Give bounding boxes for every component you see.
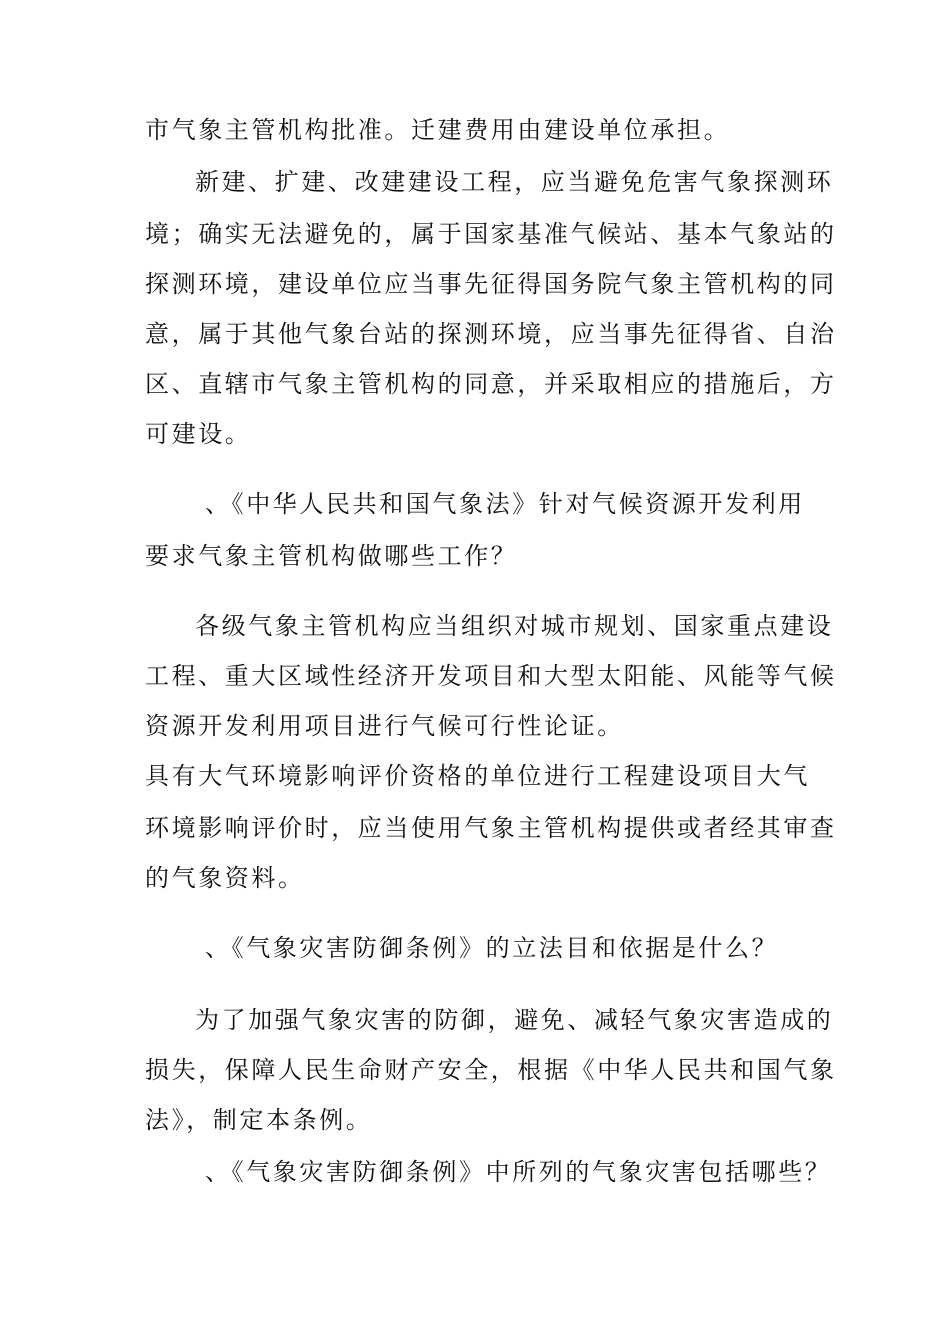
paragraph-line: 的气象资料。 — [145, 864, 305, 892]
paragraph-line: 损失，保障人民生命财产安全，根据《中华人民共和国气象 — [145, 1056, 837, 1084]
paragraph-line: 境；确实无法避免的，属于国家基准气候站、基本气象站的 — [145, 220, 837, 248]
paragraph-line: 工程、重大区域性经济开发项目和大型太阳能、风能等气候 — [145, 662, 837, 690]
paragraph-line: 区、直辖市气象主管机构的同意，并采取相应的措施后，方 — [145, 370, 837, 398]
question-line: 、《气象灾害防御条例》中所列的气象灾害包括哪些？ — [205, 1158, 832, 1186]
paragraph-line: 为了加强气象灾害的防御，避免、减轻气象灾害造成的 — [195, 1006, 834, 1034]
paragraph-line: 探测环境，建设单位应当事先征得国务院气象主管机构的同 — [145, 270, 837, 298]
paragraph-line: 环境影响评价时，应当使用气象主管机构提供或者经其审查 — [145, 814, 837, 842]
paragraph-line: 资源开发利用项目进行气候可行性论证。 — [145, 712, 624, 740]
paragraph-line: 意，属于其他气象台站的探测环境，应当事先征得省、自治 — [145, 320, 837, 348]
question-line: 、《气象灾害防御条例》的立法目和依据是什么？ — [205, 934, 779, 962]
question-line: 、《中华人民共和国气象法》针对气候资源开发利用 — [205, 490, 805, 518]
paragraph-line: 可建设。 — [145, 420, 252, 448]
paragraph-line: 法》，制定本条例。 — [145, 1106, 373, 1134]
paragraph-line: 具有大气环境影响评价资格的单位进行工程建设项目大气 — [145, 762, 810, 790]
paragraph-line: 新建、扩建、改建建设工程，应当避免危害气象探测环 — [195, 168, 834, 196]
paragraph-line: 各级气象主管机构应当组织对城市规划、国家重点建设 — [195, 612, 834, 640]
question-line: 要求气象主管机构做哪些工作？ — [145, 542, 518, 570]
paragraph-line: 市气象主管机构批准。迁建费用由建设单位承担。 — [145, 116, 731, 144]
